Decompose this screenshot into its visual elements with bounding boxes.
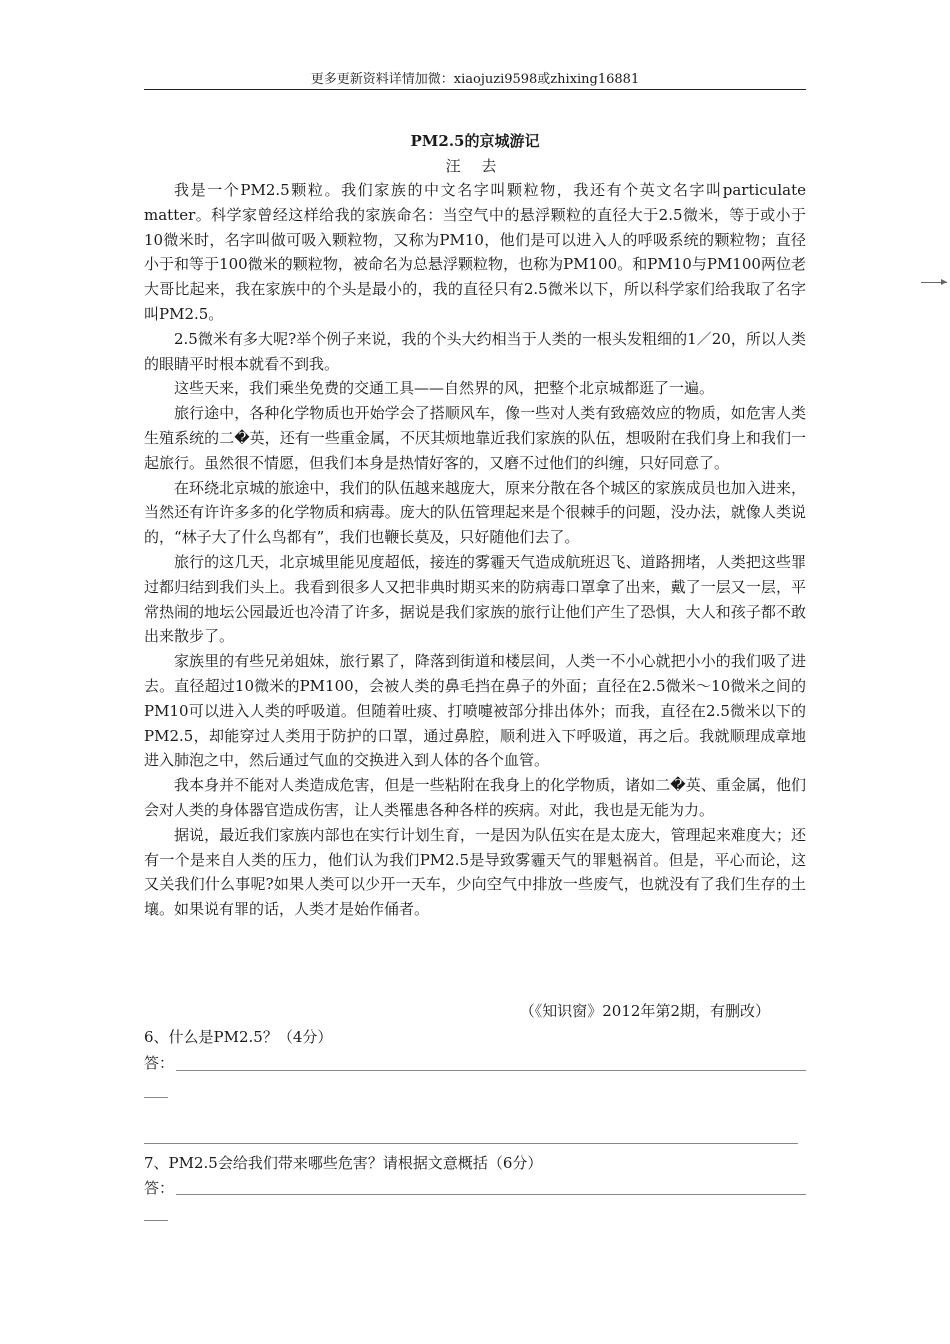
- page-header: 更多更新资料详情加微：xiaojuzi9598或zhixing16881: [310, 72, 640, 87]
- answer-label-6: 答：: [144, 1054, 175, 1072]
- answer-label-7: 答：: [144, 1179, 175, 1197]
- answer-line-6b[interactable]: [144, 1097, 168, 1098]
- margin-arrow-icon: [921, 282, 947, 289]
- answer-line-7a[interactable]: [176, 1194, 806, 1195]
- paragraph: 旅行的这几天，北京城里能见度超低，接连的雾霾天气造成航班迟飞、道路拥堵，人类把这些罪过都归结到我们头上。我看到很多人又把非典时期买来的防病毒口罩拿了出来，戴了一层又一层，平常热闹的地坛公园最近也冷清了许多，据说是我们家族的旅行让他们产生了恐惧，大人和孩子都不敢出来散步了。: [144, 552, 806, 646]
- answer-line-7b[interactable]: [144, 1220, 168, 1221]
- paragraph: 这些天来，我们乘坐免费的交通工具——自然界的风，把整个北京城都逛了一遍。: [174, 379, 715, 398]
- paragraph: 我本身并不能对人类造成危害，但是一些粘附在我身上的化学物质，诸如二�英、重金属，他们会对人类的身体器官造成伤害，让人类罹患各种各样的疾病。对此，我也是无能为力。: [144, 776, 806, 819]
- article-body: [144, 178, 806, 922]
- paragraph: 家族里的有些兄弟姐妹，旅行累了，降落到街道和楼层间，人类一不小心就把小小的我们吸了进去。直径超过10微米的PM100，会被人类的鼻毛挡在鼻子的外面；直径在2.5微米～10微米之间的PM10可以进入人类的呼吸道。但随着吐痰、打喷嚏被部分排出体外；而我，直径在2.5微米以下的PM2.5，却能穿过人类用于防护的口罩，通过鼻腔，顺利进入下呼吸道，再之后。我就顺理成章地进入肺泡之中，然后通过气血的交换进入到人体的各个血管。: [144, 652, 806, 770]
- question-7: 7、PM2.5会给我们带来哪些危害？请根据文意概括（6分）: [144, 1154, 543, 1172]
- header-divider: [144, 89, 806, 90]
- article-source: （《知识窗》2012年第2期，有删改）: [519, 1002, 770, 1020]
- article-author: 汪 去: [445, 157, 505, 175]
- paragraph: 据说，最近我们家族内部也在实行计划生育，一是因为队伍实在是太庞大，管理起来难度大；还有一个是来自人类的压力，他们认为我们PM2.5是导致雾霾天气的罪魁祸首。但是，平心而论，这又关我们什么事呢?如果人类可以少开一天车，少向空气中排放一些废气，也就没有了我们生存的土壤。如果说有罪的话，人类才是始作俑者。: [144, 825, 806, 919]
- answer-line-6a[interactable]: [176, 1070, 806, 1071]
- answer-line-6c[interactable]: [144, 1143, 798, 1144]
- question-6: 6、什么是PM2.5？（4分）: [144, 1028, 333, 1046]
- paragraph: 在环绕北京城的旅途中，我们的队伍越来越庞大，原来分散在各个城区的家族成员也加入进来，当然还有许许多多的化学物质和病毒。庞大的队伍管理起来是个很棘手的问题，没办法，就像人类说的，“林子大了什么鸟都有”，我们也鞭长莫及，只好随他们去了。: [144, 478, 806, 547]
- paragraph: 2.5微米有多大呢?举个例子来说，我的个头大约相当于人类的一根头发粗细的1／20，所以人类的眼睛平时根本就看不到我。: [144, 329, 806, 373]
- paragraph: 我是一个PM2.5颗粒。我们家族的中文名字叫颗粒物，我还有个英文名字叫particulate matter。科学家曾经这样给我的家族命名：当空气中的悬浮颗粒的直径大于2.5微米，等于或小于10微米时，名字叫做可吸入颗粒物，又称为PM10，他们是可以进入人的呼吸系统的颗粒物；直径小于和等于100微米的颗粒物，被命名为总悬浮颗粒物，也称为PM100。和PM10与PM100两位老大哥比起来，我在家族中的个头是最小的，我的直径只有2.5微米以下，所以科学家们给我取了名字叫PM2.5。: [144, 181, 806, 323]
- paragraph: 旅行途中，各种化学物质也开始学会了搭顺风车，像一些对人类有致癌效应的物质，如危害人类生殖系统的二�英，还有一些重金属，不厌其烦地靠近我们家族的队伍，想吸附在我们身上和我们一起旅行。虽然很不情愿，但我们本身是热情好客的，又磨不过他们的纠缠，只好同意了。: [144, 404, 806, 472]
- article-title: PM2.5的京城游记: [410, 132, 540, 150]
